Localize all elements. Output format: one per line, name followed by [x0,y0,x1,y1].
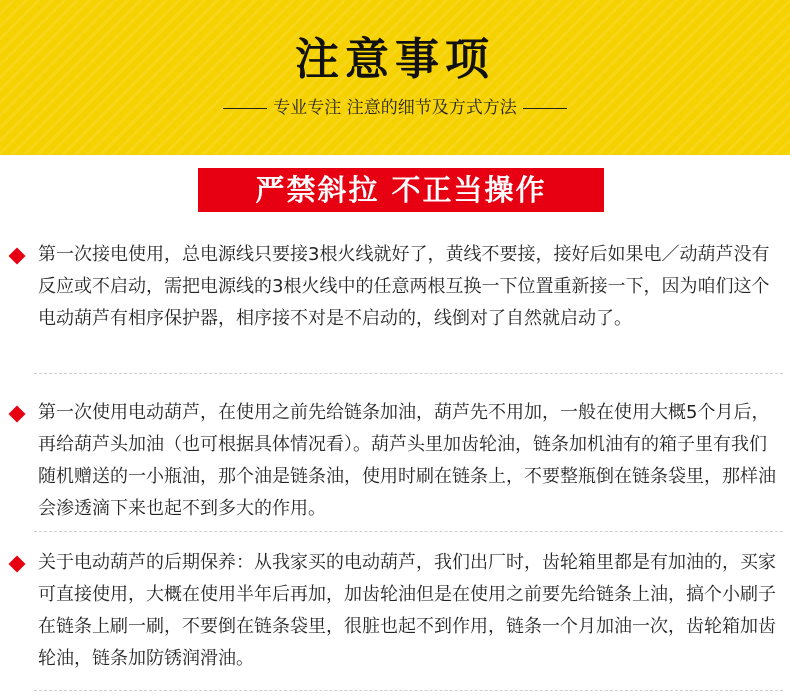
notice-item-1: 第一次接电使用，总电源线只要接3根火线就好了，黄线不要接，接好后如果电／动葫芦没有反应或不启动，需把电源线的3根火线中的任意两根互换一下位置重新接一下，因为咱们这个电动葫芦有相序保护器，相序接不对是不启动的，线倒对了自然就启动了。 [38,244,770,329]
red-diamond-bullet-icon [9,406,26,423]
notice-item-2: 第一次使用电动葫芦，在使用之前先给链条加油，葫芦先不用加，一般在使用大概5个月后，再给葫芦头加油（也可根据具体情况看）。葫芦头里加齿轮油，链条加机油有的箱子里有我们随机赠送的一小瓶油，那个油是链条油，使用时刷在链条上，不要整瓶倒在链条袋里，那样油会渗透滴下来也起不到多大的作用。 [38,402,776,519]
subtitle-left-rule [223,108,267,109]
subtitle-row [0,96,790,120]
notice-divider-2 [34,531,783,532]
warning-banner: 严禁斜拉 不正当操作 [198,168,604,212]
notice-divider-3 [34,690,783,691]
notice-item-3: 关于电动葫芦的后期保养：从我家买的电动葫芦，我们出厂时，齿轮箱里都是有加油的，买家可直接使用，大概在使用半年后再加，加齿轮油但是在使用之前要先给链条上油，搞个小刷子在链条上刷一刷，不要倒在链条袋里，很脏也起不到作用，链条一个月加油一次，齿轮箱加齿轮油，链条加防锈润滑油。 [38,552,776,669]
red-diamond-bullet-icon [9,248,26,265]
notice-divider-1 [34,373,783,374]
subtitle-right-rule [523,108,567,109]
page-title: 注意事项 [295,34,495,85]
red-diamond-bullet-icon [9,556,26,573]
page-subtitle: 专业专注 注意的细节及方式方法 [273,98,517,118]
